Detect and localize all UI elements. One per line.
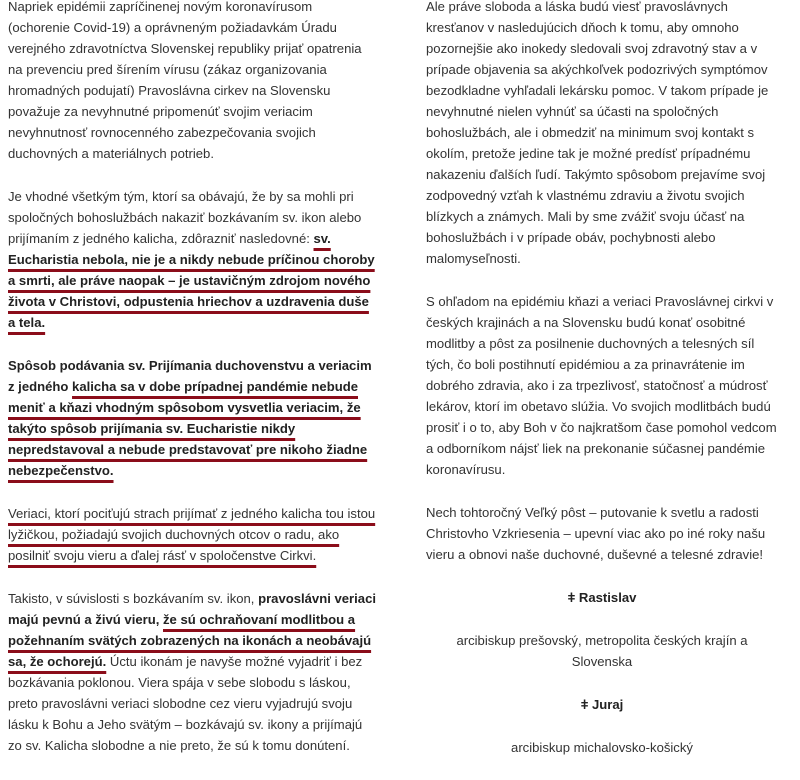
prayer-paragraph <box>426 291 778 480</box>
signature-juraj <box>426 694 778 715</box>
signature-name: Juraj <box>592 697 624 712</box>
icons-rest: Úctu ikonám je navyše možné vyjadriť i bez bozkávania poklonou. Viera spája v sebe slobodu s láskou, preto pravoslávni veriaci slobodne cez vieru vyjadrujú svoju lásku k Bohu a Jeho svätým – bozkávajú sv. ikony a prijímajú zo sv. Kalicha slobodne a nie preto, že sú k tomu donútení. <box>8 654 363 753</box>
signature-title: arcibiskup prešovský, metropolita českých krajín a Slovenska <box>456 633 748 669</box>
signature-title: arcibiskup michalovsko-košický <box>511 740 693 755</box>
fear-paragraph <box>8 503 376 566</box>
eucharist-highlight: sv. Eucharistia nebola, nie je a nikdy nebude príčinou choroby a smrti, ale práve naopak – je ustavičným zdrojom nového života v Christovi, odpustenia hriechov a uzdravenia duše a tela. <box>8 231 375 330</box>
icons-paragraph <box>8 588 376 756</box>
cross-icon: ǂ <box>567 590 576 605</box>
freedom-text: Ale práve sloboda a láska budú viesť pravoslávnych kresťanov v nasledujúcich dňoch k tomu, aby omnoho pozornejšie ako inokedy sledovali svoj zdravotný stav a v prípade objavenia sa akýchkoľvek podozrivých symptómov bezodkladne vyhľadali lekársku pomoc. V takom prípade je nevyhnutné nielen vyhnúť sa účasti na spoločných bohoslužbách, ale i obmedziť na minimum svoj kontakt s okolím, pretože jedine tak je možné predísť prípadnému nakazeniu ďalších ľudí. Takýmto spôsobom prejavíme svoj zodpovedný vzťah k vlastnému zdraviu a životu svojich blízkych a známych. Mali by sme zvážiť svoju účasť na bohoslužbách i v prípade obáv, pochybnosti alebo malomyseľnosti. <box>426 0 769 266</box>
intro-paragraph <box>8 0 376 164</box>
icons-bold: pravoslávni veriaci majú pevnú a živú vieru, <box>8 591 376 627</box>
icons-lead: Takisto, v súvislosti s bozkávaním sv. ikon, <box>8 591 259 606</box>
prayer-text: S ohľadom na epidémiu kňazi a veriaci Pravoslávnej cirkvi v českých krajinách a na Slovensku budú konať osobitné modlitby a pôst za posilnenie duchovných a telesných síl tých, čo boli postihnutí epidémiou a za prinavrátenie im dobrého zdravia, ako i za trpezlivosť, statočnosť a múdrosť lekárov, ktorí im obetavo slúžia. Vo svojich modlitbách budú prosiť i o to, aby Boh v čo najkratšom čase pomohol vedcom a odborníkom nájsť liek na prekonanie súčasnej pandémie koronavírusu. <box>426 294 777 477</box>
right-column <box>426 0 778 780</box>
freedom-paragraph <box>426 0 778 269</box>
signature-name: Rastislav <box>578 590 637 605</box>
communion-highlight: kalicha sa v dobe prípadnej pandémie nebude meniť a kňazi vhodným spôsobom vysvetlia veriacim, že takýto spôsob prijímania sv. Eucharistie nikdy nepredstavoval a nebude predstavovať pre nikoho žiadne nebezpečenstvo. <box>8 379 368 478</box>
signature-rastislav <box>426 587 778 608</box>
left-column <box>8 0 376 778</box>
icons-highlight: že sú ochraňovaní modlitbou a požehnaním svätých zobrazených na ikonách a neobávajú sa, že ochorejú. <box>8 612 372 669</box>
fear-highlight: Veriaci, ktorí pociťujú strach prijímať z jedného kalicha tou istou lyžičkou, požiadajú svojich duchovných otcov o radu, ako posilniť svoju vieru a ďalej rásť v spoločenstve Cirkvi. <box>8 506 376 563</box>
cross-icon: ǂ <box>580 697 589 712</box>
lent-text: Nech tohtoročný Veľký pôst – putovanie k svetlu a radosti Christovho Vzkriesenia – upevní viac ako po iné roky našu vieru a obnovi naše duchovné, duševné a telesné zdravie! <box>426 505 766 562</box>
eucharist-paragraph <box>8 186 376 333</box>
lent-paragraph <box>426 502 778 565</box>
communion-paragraph <box>8 355 376 481</box>
intro-text: Napriek epidémii zapríčinenej novým koronavírusom (ochorenie Covid-19) a oprávneným požiadavkám Úradu verejného zdravotníctva Slovenskej republiky prijať opatrenia na prevenciu pred šírením vírusu (zákaz organizovania hromadných podujatí) Pravoslávna cirkev na Slovensku považuje za nevyhnutné pripomenúť svojim veriacim nevyhnutnosť rovnocenného zabezpečovania svojich duchovných a materiálnych potrieb. <box>8 0 362 161</box>
eucharist-intro-text: Je vhodné všetkým tým, ktorí sa obávajú, že by sa mohli pri spoločných bohoslužbách nakaziť bozkávaním sv. ikon alebo prijímaním z jedného kalicha, zdôrazniť nasledovné: <box>8 189 362 246</box>
communion-lead: Spôsob podávania sv. Prijímania duchovenstvu a veriacim z jedného <box>8 358 372 394</box>
